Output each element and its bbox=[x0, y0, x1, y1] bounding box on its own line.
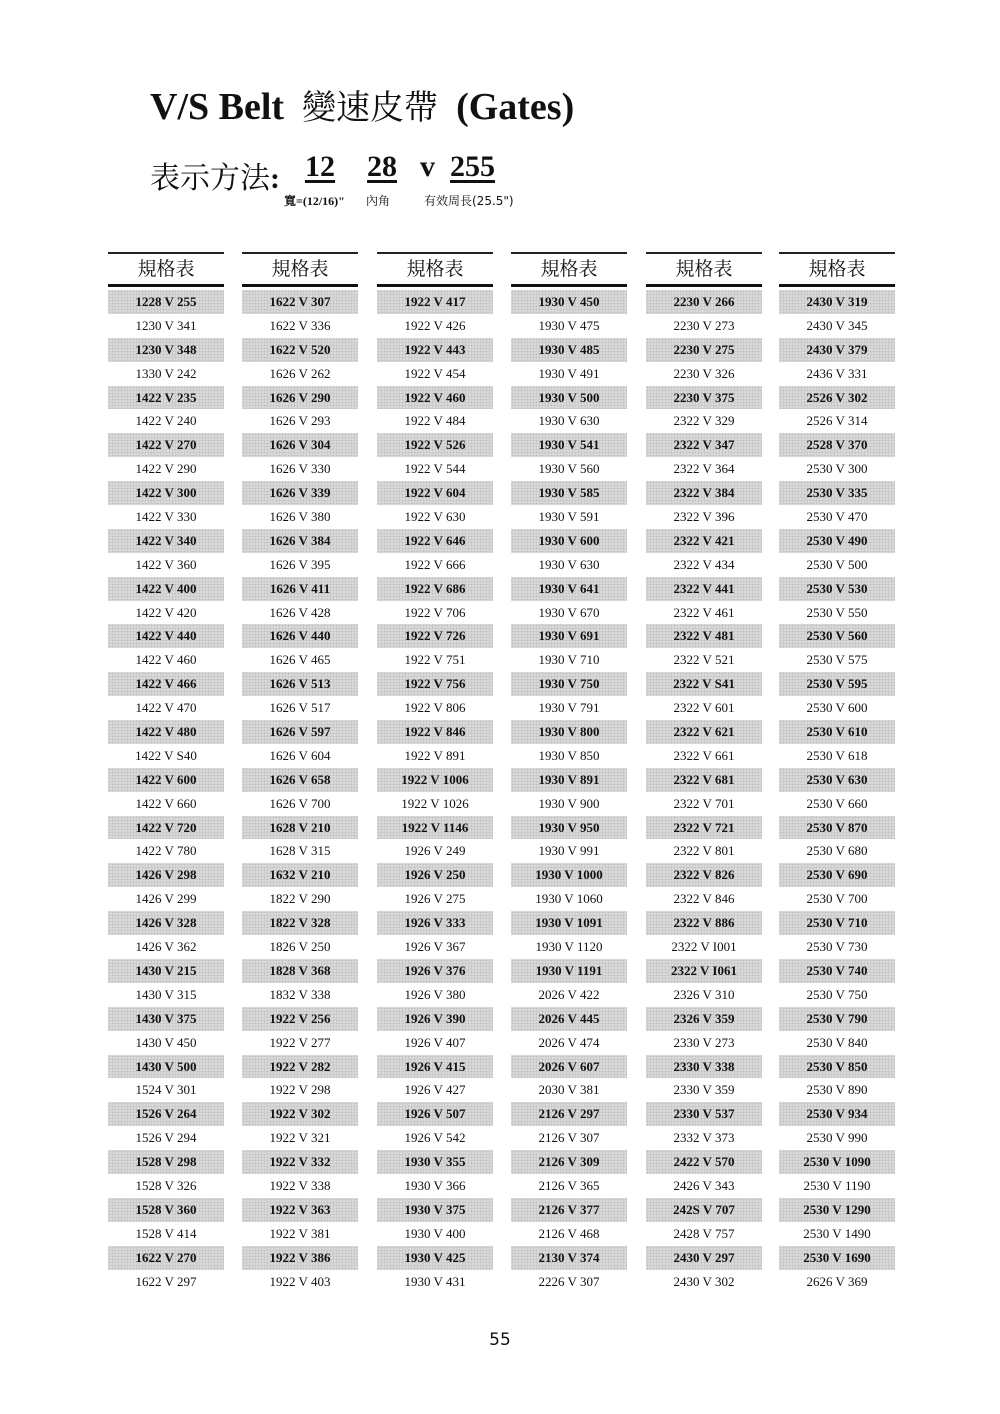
spec-cell: 1926 V 367 bbox=[404, 939, 466, 955]
spec-cell: 1922 V 403 bbox=[269, 1273, 331, 1289]
spec-cell: 1832 V 338 bbox=[269, 986, 331, 1002]
column-rows bbox=[779, 290, 895, 1293]
spec-cell: 1930 V 791 bbox=[538, 700, 600, 716]
column-header: 規格表 bbox=[646, 252, 762, 287]
spec-cell: 1922 V 666 bbox=[404, 556, 466, 572]
spec-cell: 1422 V 470 bbox=[135, 700, 197, 716]
spec-cell: 2322 V 384 bbox=[646, 481, 762, 505]
spec-cell: 1430 V 315 bbox=[135, 986, 197, 1002]
spec-cell: 1930 V 1060 bbox=[535, 891, 603, 907]
spec-cell: 2530 V 660 bbox=[806, 795, 868, 811]
spec-cell: 1422 V 420 bbox=[135, 604, 197, 620]
title-brand: (Gates) bbox=[456, 86, 575, 128]
method-label-text: 表示方法 bbox=[150, 161, 270, 196]
spec-cell: 1930 V 1091 bbox=[511, 911, 627, 935]
page-title bbox=[150, 80, 574, 129]
spec-cell: 1922 V 726 bbox=[377, 624, 493, 648]
spec-cell: 2230 V 326 bbox=[673, 365, 735, 381]
spec-cell: 2322 V 826 bbox=[646, 863, 762, 887]
spec-cell: 1930 V 900 bbox=[538, 795, 600, 811]
column-header: 規格表 bbox=[377, 252, 493, 287]
spec-cell: 2530 V 730 bbox=[806, 939, 868, 955]
spec-cell: 1626 V 465 bbox=[269, 652, 331, 668]
spec-cell: 2530 V 750 bbox=[806, 986, 868, 1002]
spec-cell: 2126 V 377 bbox=[511, 1198, 627, 1222]
spec-cell: 2530 V 300 bbox=[806, 461, 868, 477]
spec-cell: 2430 V 302 bbox=[673, 1273, 735, 1289]
spec-cell: 1422 V 300 bbox=[108, 481, 224, 505]
spec-cell: 1422 V 720 bbox=[108, 816, 224, 840]
column-rows bbox=[377, 290, 493, 1293]
title-chinese: 變速皮帶 bbox=[302, 88, 439, 128]
spec-cell: 2026 V 422 bbox=[538, 986, 600, 1002]
spec-cell: 1528 V 414 bbox=[135, 1225, 197, 1241]
spec-cell: 1930 V 800 bbox=[511, 720, 627, 744]
spec-cell: 1930 V 425 bbox=[377, 1246, 493, 1270]
spec-cell: 2528 V 370 bbox=[779, 433, 895, 457]
spec-cell: 1422 V 466 bbox=[108, 672, 224, 696]
spec-cell: 1628 V 210 bbox=[242, 816, 358, 840]
spec-cell: 1930 V 641 bbox=[511, 577, 627, 601]
spec-cell: 1626 V 293 bbox=[269, 413, 331, 429]
spec-cell: 1930 V 1120 bbox=[535, 939, 603, 955]
spec-cell: 1922 V 386 bbox=[242, 1246, 358, 1270]
spec-cell: 1626 V 395 bbox=[269, 556, 331, 572]
spec-cell: 2530 V 990 bbox=[806, 1130, 868, 1146]
spec-table bbox=[108, 252, 895, 1287]
spec-cell: 1922 V 454 bbox=[404, 365, 466, 381]
spec-cell: 2430 V 297 bbox=[646, 1246, 762, 1270]
spec-cell: 2126 V 307 bbox=[538, 1130, 600, 1146]
spec-cell: 1526 V 294 bbox=[135, 1130, 197, 1146]
spec-cell: 1930 V 475 bbox=[538, 317, 600, 333]
spec-cell: 1622 V 520 bbox=[242, 338, 358, 362]
spec-cell: 2526 V 302 bbox=[779, 386, 895, 410]
spec-cell: 2322 V 434 bbox=[673, 556, 735, 572]
spec-cell: 1422 V 780 bbox=[135, 843, 197, 859]
spec-cell: 2322 V 481 bbox=[646, 624, 762, 648]
spec-cell: 1626 V 339 bbox=[242, 481, 358, 505]
spec-cell: 1626 V 517 bbox=[269, 700, 331, 716]
spec-cell: 1430 V 500 bbox=[108, 1055, 224, 1079]
spec-cell: 2530 V 710 bbox=[779, 911, 895, 935]
spec-cell: 1922 V 484 bbox=[404, 413, 466, 429]
spec-cell: 1230 V 341 bbox=[135, 317, 197, 333]
spec-cell: 1528 V 360 bbox=[108, 1198, 224, 1222]
spec-cell: 1828 V 368 bbox=[242, 959, 358, 983]
spec-cell: 1426 V 362 bbox=[135, 939, 197, 955]
spec-cell: 1922 V 686 bbox=[377, 577, 493, 601]
spec-cell: 1926 V 380 bbox=[404, 986, 466, 1002]
spec-cell: 2530 V 740 bbox=[779, 959, 895, 983]
spec-cell: 2430 V 345 bbox=[806, 317, 868, 333]
spec-cell: 2530 V 490 bbox=[779, 529, 895, 553]
spec-cell: 1926 V 275 bbox=[404, 891, 466, 907]
spec-cell: 2530 V 610 bbox=[779, 720, 895, 744]
spec-cell: 1922 V 846 bbox=[377, 720, 493, 744]
spec-cell: 2330 V 359 bbox=[673, 1082, 735, 1098]
spec-cell: 2322 V 347 bbox=[646, 433, 762, 457]
spec-cell: 1930 V 491 bbox=[538, 365, 600, 381]
spec-cell: 1922 V 256 bbox=[242, 1007, 358, 1031]
spec-cell: 2322 V 364 bbox=[673, 461, 735, 477]
spec-cell: 2530 V 575 bbox=[806, 652, 868, 668]
spec-cell: 1626 V 304 bbox=[242, 433, 358, 457]
spec-cell: 2030 V 381 bbox=[538, 1082, 600, 1098]
spec-cell: 2530 V 1090 bbox=[779, 1150, 895, 1174]
spec-cell: 1930 V 950 bbox=[511, 816, 627, 840]
spec-cell: 1632 V 210 bbox=[242, 863, 358, 887]
spec-cell: 2530 V 840 bbox=[806, 1034, 868, 1050]
spec-cell: 1930 V 450 bbox=[511, 290, 627, 314]
spec-cell: 1922 V 630 bbox=[404, 509, 466, 525]
spec-cell: 1922 V 443 bbox=[377, 338, 493, 362]
spec-cell: 2530 V 600 bbox=[806, 700, 868, 716]
spec-cell: 1922 V 604 bbox=[377, 481, 493, 505]
spec-cell: 1922 V 321 bbox=[269, 1130, 331, 1146]
spec-cell: 1422 V 290 bbox=[135, 461, 197, 477]
spec-cell: 1526 V 264 bbox=[108, 1102, 224, 1126]
spec-cell: 2530 V 790 bbox=[779, 1007, 895, 1031]
spec-cell: 1628 V 315 bbox=[269, 843, 331, 859]
length-description: 有效周長(25.5") bbox=[424, 194, 514, 208]
spec-cell: 1626 V 411 bbox=[242, 577, 358, 601]
spec-cell: 1826 V 250 bbox=[269, 939, 331, 955]
spec-cell: 2322 V 441 bbox=[646, 577, 762, 601]
length-code: 255 bbox=[450, 150, 495, 183]
spec-cell: 1626 V 597 bbox=[242, 720, 358, 744]
method-label bbox=[150, 153, 280, 197]
spec-cell: 1422 V 340 bbox=[108, 529, 224, 553]
spec-cell: 1930 V 691 bbox=[511, 624, 627, 648]
spec-cell: 2326 V 359 bbox=[646, 1007, 762, 1031]
spec-cell: 2530 V 890 bbox=[806, 1082, 868, 1098]
spec-cell: 1930 V 710 bbox=[538, 652, 600, 668]
spec-cell: 2322 V 661 bbox=[673, 747, 735, 763]
spec-cell: 1626 V 330 bbox=[269, 461, 331, 477]
spec-cell: 1430 V 375 bbox=[108, 1007, 224, 1031]
spec-cell: 2026 V 445 bbox=[511, 1007, 627, 1031]
spec-cell: 2322 V 801 bbox=[673, 843, 735, 859]
spec-cell: 1622 V 297 bbox=[135, 1273, 197, 1289]
spec-cell: 2326 V 310 bbox=[673, 986, 735, 1002]
spec-cell: 1626 V 384 bbox=[242, 529, 358, 553]
spec-cell: 1330 V 242 bbox=[135, 365, 197, 381]
spec-cell: 1422 V 460 bbox=[135, 652, 197, 668]
spec-cell: 2322 V 396 bbox=[673, 509, 735, 525]
spec-cell: 2026 V 607 bbox=[511, 1055, 627, 1079]
spec-cell: 1422 V 330 bbox=[135, 509, 197, 525]
spec-cell: 2530 V 1290 bbox=[779, 1198, 895, 1222]
spec-cell: 1922 V 460 bbox=[377, 386, 493, 410]
spec-cell: 2026 V 474 bbox=[538, 1034, 600, 1050]
spec-cell: 2428 V 757 bbox=[673, 1225, 735, 1241]
spec-cell: 2430 V 379 bbox=[779, 338, 895, 362]
column-header: 規格表 bbox=[242, 252, 358, 287]
spec-cell: 1626 V 658 bbox=[242, 768, 358, 792]
page-number: 55 bbox=[489, 1330, 511, 1350]
spec-cell: 2126 V 468 bbox=[538, 1225, 600, 1241]
spec-cell: 2436 V 331 bbox=[806, 365, 868, 381]
spec-cell: 1622 V 270 bbox=[108, 1246, 224, 1270]
spec-cell: 2530 V 550 bbox=[806, 604, 868, 620]
spec-cell: 2230 V 375 bbox=[646, 386, 762, 410]
spec-cell: 1922 V 1006 bbox=[377, 768, 493, 792]
method-label-colon: : bbox=[270, 162, 280, 195]
spec-cell: 1922 V 332 bbox=[242, 1150, 358, 1174]
spec-cell: 1926 V 407 bbox=[404, 1034, 466, 1050]
spec-cell: 1922 V 298 bbox=[269, 1082, 331, 1098]
spec-cell: 2526 V 314 bbox=[806, 413, 868, 429]
spec-cell: 2126 V 365 bbox=[538, 1177, 600, 1193]
spec-cell: 1926 V 507 bbox=[377, 1102, 493, 1126]
spec-cell: 1926 V 427 bbox=[404, 1082, 466, 1098]
spec-cell: 1426 V 299 bbox=[135, 891, 197, 907]
spec-cell: 2126 V 297 bbox=[511, 1102, 627, 1126]
spec-cell: 1426 V 298 bbox=[108, 863, 224, 887]
spec-cell: 1922 V 338 bbox=[269, 1177, 331, 1193]
spec-cell: 2530 V 470 bbox=[806, 509, 868, 525]
spec-cell: 1230 V 348 bbox=[108, 338, 224, 362]
spec-cell: 2530 V 1690 bbox=[779, 1246, 895, 1270]
spec-cell: 242S V 707 bbox=[646, 1198, 762, 1222]
spec-cell: 1626 V 700 bbox=[269, 795, 331, 811]
spec-cell: 2530 V 690 bbox=[779, 863, 895, 887]
spec-cell: 1422 V 440 bbox=[108, 624, 224, 648]
spec-cell: 1422 V 600 bbox=[108, 768, 224, 792]
spec-cell: 1922 V 756 bbox=[377, 672, 493, 696]
angle-code: 28 bbox=[367, 150, 397, 183]
spec-cell: 1422 V 235 bbox=[108, 386, 224, 410]
spec-cell: 2322 V 681 bbox=[646, 768, 762, 792]
spec-cell: 1922 V 426 bbox=[404, 317, 466, 333]
column-rows bbox=[646, 290, 762, 1293]
spec-cell: 1430 V 450 bbox=[135, 1034, 197, 1050]
column-header: 規格表 bbox=[108, 252, 224, 287]
spec-cell: 1422 V 240 bbox=[135, 413, 197, 429]
spec-cell: 2530 V 335 bbox=[779, 481, 895, 505]
spec-cell: 1930 V 541 bbox=[511, 433, 627, 457]
spec-cell: 1930 V 431 bbox=[404, 1273, 466, 1289]
spec-cell: 1922 V 302 bbox=[242, 1102, 358, 1126]
spec-cell: 1926 V 249 bbox=[404, 843, 466, 859]
spec-cell: 2530 V 850 bbox=[779, 1055, 895, 1079]
spec-cell: 1422 V S40 bbox=[135, 747, 197, 763]
column-header: 規格表 bbox=[511, 252, 627, 287]
spec-cell: 2426 V 343 bbox=[673, 1177, 735, 1193]
spec-cell: 2322 V 621 bbox=[646, 720, 762, 744]
spec-cell: 1922 V 806 bbox=[404, 700, 466, 716]
spec-cell: 2226 V 307 bbox=[538, 1273, 600, 1289]
spec-cell: 1922 V 646 bbox=[377, 529, 493, 553]
spec-cell: 2322 V S41 bbox=[646, 672, 762, 696]
spec-cell: 1930 V 750 bbox=[511, 672, 627, 696]
spec-cell: 2330 V 273 bbox=[673, 1034, 735, 1050]
spec-cell: 1926 V 333 bbox=[377, 911, 493, 935]
spec-cell: 2330 V 338 bbox=[646, 1055, 762, 1079]
spec-cell: 2530 V 1490 bbox=[803, 1225, 871, 1241]
spec-cell: 1930 V 630 bbox=[538, 556, 600, 572]
spec-cell: 2530 V 870 bbox=[779, 816, 895, 840]
spec-cell: 1930 V 991 bbox=[538, 843, 600, 859]
spec-cell: 1626 V 440 bbox=[242, 624, 358, 648]
spec-cell: 1626 V 290 bbox=[242, 386, 358, 410]
spec-cell: 2530 V 560 bbox=[779, 624, 895, 648]
spec-cell: 1622 V 307 bbox=[242, 290, 358, 314]
spec-cell: 1626 V 262 bbox=[269, 365, 331, 381]
spec-cell: 2530 V 595 bbox=[779, 672, 895, 696]
column-rows bbox=[108, 290, 224, 1293]
spec-cell: 2230 V 266 bbox=[646, 290, 762, 314]
spec-cell: 2530 V 934 bbox=[779, 1102, 895, 1126]
spec-cell: 1422 V 360 bbox=[135, 556, 197, 572]
spec-cell: 1930 V 375 bbox=[377, 1198, 493, 1222]
spec-column bbox=[242, 252, 358, 1293]
spec-cell: 1426 V 328 bbox=[108, 911, 224, 935]
spec-cell: 1930 V 600 bbox=[511, 529, 627, 553]
spec-cell: 1528 V 326 bbox=[135, 1177, 197, 1193]
spec-cell: 1922 V 891 bbox=[404, 747, 466, 763]
spec-cell: 1930 V 591 bbox=[538, 509, 600, 525]
spec-cell: 2230 V 273 bbox=[673, 317, 735, 333]
spec-cell: 1926 V 376 bbox=[377, 959, 493, 983]
spec-cell: 2530 V 680 bbox=[806, 843, 868, 859]
spec-cell: 1926 V 390 bbox=[377, 1007, 493, 1031]
spec-cell: 2126 V 309 bbox=[511, 1150, 627, 1174]
spec-cell: 2530 V 618 bbox=[806, 747, 868, 763]
spec-cell: 2322 V 701 bbox=[673, 795, 735, 811]
spec-cell: 1922 V 381 bbox=[269, 1225, 331, 1241]
spec-cell: 1926 V 415 bbox=[377, 1055, 493, 1079]
spec-cell: 2430 V 319 bbox=[779, 290, 895, 314]
spec-cell: 1930 V 400 bbox=[404, 1225, 466, 1241]
spec-column bbox=[511, 252, 627, 1293]
spec-cell: 1922 V 1026 bbox=[401, 795, 469, 811]
spec-cell: 1422 V 400 bbox=[108, 577, 224, 601]
spec-cell: 1926 V 542 bbox=[404, 1130, 466, 1146]
spec-cell: 1422 V 270 bbox=[108, 433, 224, 457]
spec-cell: 1626 V 604 bbox=[269, 747, 331, 763]
spec-cell: 1422 V 480 bbox=[108, 720, 224, 744]
spec-cell: 2322 V 329 bbox=[673, 413, 735, 429]
spec-cell: 1922 V 751 bbox=[404, 652, 466, 668]
width-code: 12 bbox=[305, 150, 335, 183]
spec-cell: 2322 V 461 bbox=[673, 604, 735, 620]
spec-cell: 1930 V 366 bbox=[404, 1177, 466, 1193]
spec-cell: 2322 V 601 bbox=[673, 700, 735, 716]
title-main: V/S Belt bbox=[150, 86, 285, 128]
spec-cell: 1822 V 290 bbox=[269, 891, 331, 907]
spec-cell: 1930 V 355 bbox=[377, 1150, 493, 1174]
spec-cell: 1430 V 215 bbox=[108, 959, 224, 983]
v-code: v bbox=[420, 150, 435, 183]
spec-cell: 1626 V 428 bbox=[269, 604, 331, 620]
spec-cell: 1822 V 328 bbox=[242, 911, 358, 935]
spec-cell: 2322 V 421 bbox=[646, 529, 762, 553]
spec-cell: 1922 V 417 bbox=[377, 290, 493, 314]
spec-cell: 1930 V 1000 bbox=[511, 863, 627, 887]
spec-cell: 2130 V 374 bbox=[511, 1246, 627, 1270]
spec-cell: 1922 V 706 bbox=[404, 604, 466, 620]
spec-cell: 1930 V 500 bbox=[511, 386, 627, 410]
spec-cell: 2626 V 369 bbox=[806, 1273, 868, 1289]
spec-cell: 1622 V 336 bbox=[269, 317, 331, 333]
spec-column bbox=[779, 252, 895, 1293]
spec-cell: 1926 V 250 bbox=[377, 863, 493, 887]
spec-cell: 1922 V 363 bbox=[242, 1198, 358, 1222]
spec-cell: 2530 V 630 bbox=[779, 768, 895, 792]
spec-cell: 2332 V 373 bbox=[673, 1130, 735, 1146]
column-header: 規格表 bbox=[779, 252, 895, 287]
spec-cell: 2322 V 886 bbox=[646, 911, 762, 935]
spec-cell: 1930 V 850 bbox=[538, 747, 600, 763]
spec-cell: 2322 V I061 bbox=[646, 959, 762, 983]
spec-cell: 1930 V 560 bbox=[538, 461, 600, 477]
spec-column bbox=[108, 252, 224, 1293]
spec-cell: 1626 V 380 bbox=[269, 509, 331, 525]
spec-cell: 2422 V 570 bbox=[646, 1150, 762, 1174]
spec-cell: 1524 V 301 bbox=[135, 1082, 197, 1098]
spec-cell: 2530 V 500 bbox=[806, 556, 868, 572]
spec-cell: 1930 V 585 bbox=[511, 481, 627, 505]
spec-cell: 1930 V 670 bbox=[538, 604, 600, 620]
spec-cell: 2322 V 521 bbox=[673, 652, 735, 668]
spec-cell: 2330 V 537 bbox=[646, 1102, 762, 1126]
spec-cell: 1422 V 660 bbox=[135, 795, 197, 811]
spec-cell: 1922 V 277 bbox=[269, 1034, 331, 1050]
spec-cell: 1930 V 1191 bbox=[511, 959, 627, 983]
spec-cell: 1930 V 891 bbox=[511, 768, 627, 792]
spec-cell: 1228 V 255 bbox=[108, 290, 224, 314]
spec-cell: 1922 V 526 bbox=[377, 433, 493, 457]
spec-column bbox=[377, 252, 493, 1293]
spec-cell: 1930 V 485 bbox=[511, 338, 627, 362]
spec-cell: 1930 V 630 bbox=[538, 413, 600, 429]
spec-cell: 2530 V 530 bbox=[779, 577, 895, 601]
column-rows bbox=[242, 290, 358, 1293]
spec-cell: 2530 V 700 bbox=[806, 891, 868, 907]
spec-cell: 2322 V I001 bbox=[671, 939, 737, 955]
spec-cell: 1626 V 513 bbox=[242, 672, 358, 696]
spec-cell: 2230 V 275 bbox=[646, 338, 762, 362]
column-rows bbox=[511, 290, 627, 1293]
spec-cell: 2322 V 846 bbox=[673, 891, 735, 907]
spec-cell: 2322 V 721 bbox=[646, 816, 762, 840]
spec-column bbox=[646, 252, 762, 1293]
spec-cell: 1528 V 298 bbox=[108, 1150, 224, 1174]
angle-description: 內角 bbox=[366, 194, 391, 208]
width-description: 寬=(12/16)" bbox=[284, 194, 345, 208]
spec-cell: 1922 V 1146 bbox=[377, 816, 493, 840]
spec-cell: 1922 V 282 bbox=[242, 1055, 358, 1079]
spec-cell: 1922 V 544 bbox=[404, 461, 466, 477]
spec-cell: 2530 V 1190 bbox=[803, 1177, 871, 1193]
